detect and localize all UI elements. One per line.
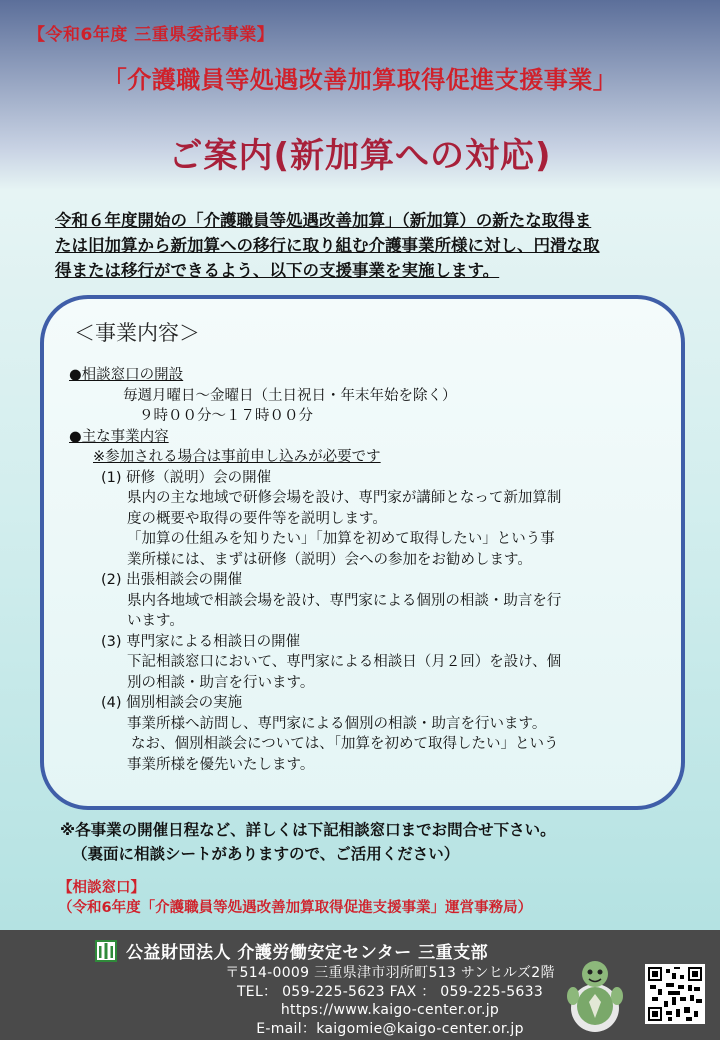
contact-office: （令和6年度「介護職員等処遇改善加算取得促進支援事業」運営事務局）: [58, 900, 533, 916]
item1-text: 度の概要や取得の要件等を説明します。: [127, 510, 387, 527]
qr-code-icon: [645, 964, 705, 1024]
item2-text: 県内各地域で相談会場を設け、専門家による個別の相談・助言を行: [127, 592, 562, 609]
center-logo-icon: [95, 940, 117, 962]
contact-details: [190, 964, 590, 1038]
intro-paragraph: [55, 208, 675, 283]
intro-line: 令和６年度開始の「介護職員等処遇改善加算」（新加算）の新たな取得ま: [55, 211, 592, 230]
content-list: [69, 365, 669, 775]
item4-text: 事業所様を優先いたします。: [127, 756, 315, 773]
notes: [60, 818, 680, 866]
item4-text: 事業所様へ訪問し、専門家による個別の相談・助言を行います。: [127, 715, 547, 732]
application-note: ※参加される場合は事前申し込みが必要です: [93, 449, 381, 465]
intro-line: 得または移行ができるよう、以下の支援事業を実施します。: [55, 261, 500, 280]
website-link[interactable]: https://www.kaigo-center.or.jp: [280, 1002, 500, 1018]
item3-text: 下記相談窓口において、専門家による相談日（月２回）を設け、個: [127, 654, 562, 670]
item2-title: (2) 出張相談会の開催: [101, 572, 243, 588]
item2-text: います。: [127, 613, 184, 629]
header: [0, 0, 720, 190]
consult-heading: ●相談窓口の開設: [69, 367, 184, 383]
footer: [0, 930, 720, 1040]
main-heading: ●主な事業内容: [69, 428, 169, 445]
item1-text: 県内の主な地域で研修会場を設け、専門家が講師となって新加算制: [127, 490, 562, 506]
contact-section: [58, 878, 698, 918]
consult-days: 毎週月曜日～金曜日（土日祝日・年末年始を除く）: [123, 387, 457, 404]
intro-line: たは旧加算から新加算への移行に取り組む介護事業所様に対し、円滑な取: [55, 236, 600, 255]
phone-fax: TEL： 059-225-5623 FAX ： 059-225-5633: [236, 983, 544, 1000]
note-line: （裏面に相談シートがありますので、ご活用ください）: [72, 845, 460, 863]
item3-text: 別の相談・助言を行います。: [127, 674, 315, 691]
turtle-mascot-icon: [565, 956, 625, 1036]
note-line: ※各事業の開催日程など、詳しくは下記相談窓口までお問合せ下さい。: [60, 821, 556, 839]
business-content-box: [40, 295, 685, 810]
item1-title: (1) 研修（説明）会の開催: [101, 469, 272, 486]
guide-title: ご案内(新加算への対応): [168, 136, 552, 176]
item4-title: (4) 個別相談会の実施: [101, 695, 243, 711]
address: 〒514-0009 三重県津市羽所町513 サンヒルズ2階: [225, 965, 555, 981]
item4-text: なお、個別相談会については、「加算を初めて取得したい」という: [131, 736, 559, 752]
email-link[interactable]: E-mail：kaigomie@kaigo-center.or.jp: [256, 1020, 524, 1037]
organization-name: 公益財団法人 介護労働安定センター 三重支部: [126, 943, 489, 963]
item3-title: (3) 専門家による相談日の開催: [101, 633, 301, 650]
subtitle: 【令和6年度 三重県委託事業】: [28, 25, 275, 45]
consult-hours: ９時００分～１７時００分: [139, 408, 313, 424]
contact-label: 【相談窓口】: [58, 880, 145, 896]
item1-text: 「加算の仕組みを知りたい」「加算を初めて取得したい」という事: [127, 531, 555, 547]
item1-text: 業所様には、まずは研修（説明）会への参加をお勧めします。: [127, 551, 532, 568]
project-title: 「介護職員等処遇改善加算取得促進支援事業」: [102, 66, 618, 94]
box-heading: ＜事業内容＞: [74, 321, 200, 345]
